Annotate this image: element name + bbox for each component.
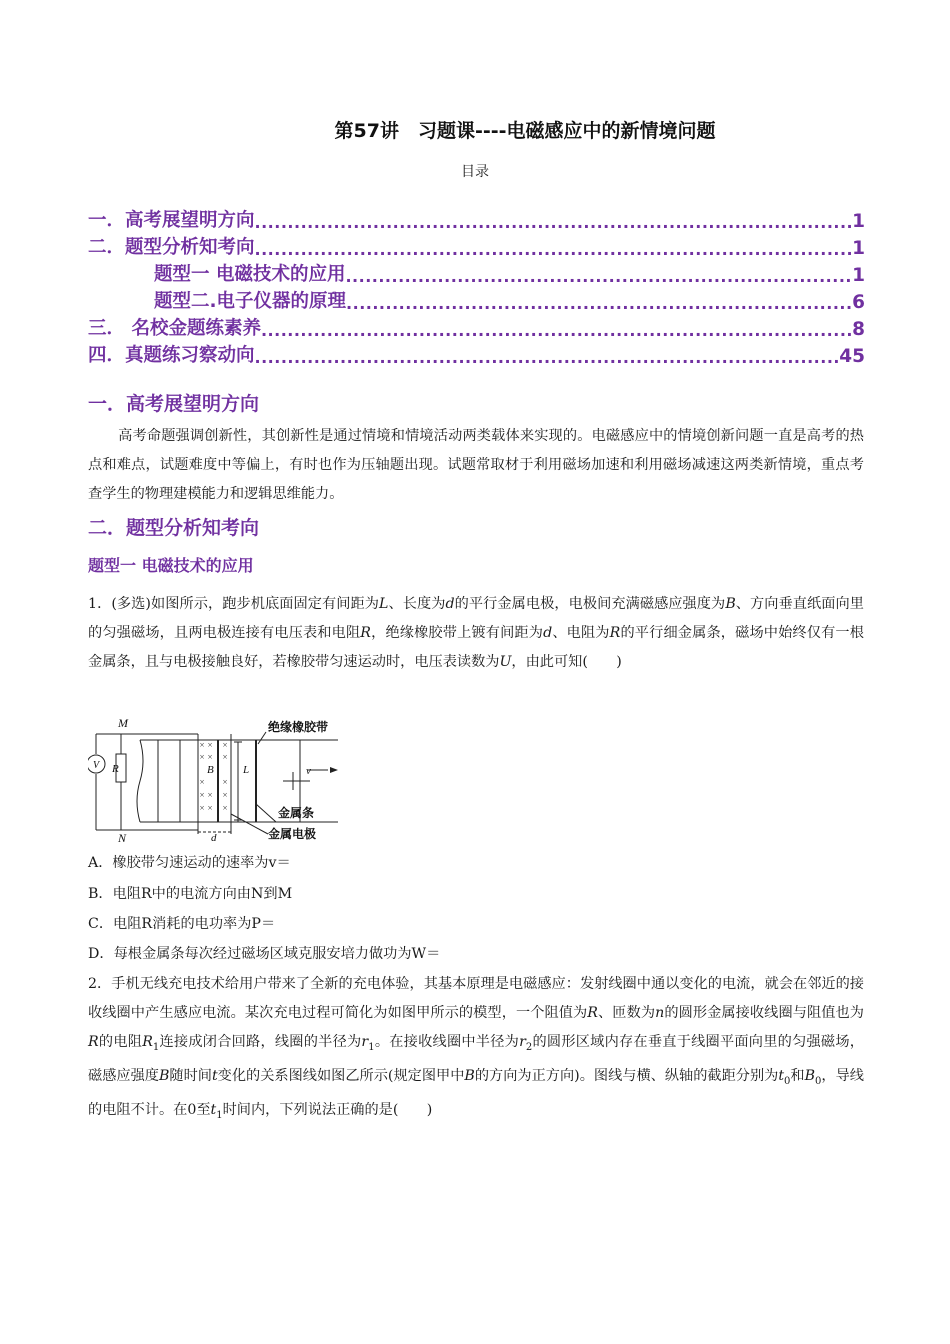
toc-entry-label: 二．题型分析知考向 — [88, 237, 255, 258]
toc-dots — [255, 348, 840, 367]
question-1: 1．(多选)如图所示，跑步机底面固定有间距为L、长度为d的平行金属电极，电极间充满磁感应强度为B、方向垂直纸面向里的匀强磁场，且两电极连接有电压表和电阻R，绝缘橡胶带上镀有间距为d、电阻为R的平行细金属条，磁场中始终仅有一根金属条，且与电极接触良好，若橡胶带匀速运动时，电压表读数为U，由此可知( ) — [88, 596, 864, 670]
option-a: A．橡胶带匀速运动的速率为v＝ — [88, 855, 291, 871]
toc-entry[interactable] — [88, 233, 865, 259]
label-belt: 绝缘橡胶带 — [268, 720, 329, 734]
question-2: 2．手机无线充电技术给用户带来了全新的充电体验，其基本原理是电磁感应：发射线圈中通以变化的电流，就会在邻近的接收线圈中产生感应电流。某次充电过程可简化为如图甲所示的模型，一个阻值为R、匝数为n的圆形金属接收线圈与阻值也为R的电阻$R_1$连接成闭合回路，线圈的半径为$r_1$。在接收线圈中半径为$r_2$的圆形区域内存在垂直于线圈平面向里的匀强磁场，磁感应强度B随时间t变化的关系图线如图乙所示(规定图甲中B的方向为正方向)。图线与横、纵轴的截距分别为$t_0$和$B_0$，导线的电阻不计。在0至$t_1$时间内，下列说法正确的是( ) — [88, 976, 864, 1121]
svg-text:×: × — [199, 740, 205, 750]
svg-text:×: × — [222, 777, 228, 787]
svg-text:×: × — [199, 752, 205, 762]
svg-text:×: × — [222, 740, 228, 750]
voltmeter-icon: V — [93, 760, 100, 771]
toc-dots — [345, 267, 852, 286]
toc-entry-page: 1 — [852, 211, 865, 232]
toc-dots — [346, 294, 852, 313]
svg-text:×: × — [199, 777, 205, 787]
toc-entry[interactable] — [88, 341, 865, 367]
svg-text:×: × — [207, 752, 213, 762]
toc-entry[interactable] — [88, 206, 865, 232]
toc-entry-label: 题型一 电磁技术的应用 — [154, 264, 346, 285]
treadmill-circuit-diagram — [88, 714, 348, 842]
toc-dots — [255, 240, 853, 259]
toc-entry-page: 1 — [852, 238, 865, 259]
label-width: d — [211, 832, 217, 842]
page-title: 第57讲 习题课----电磁感应中的新情境问题 — [334, 120, 716, 142]
section-heading-1: 一．高考展望明方向 — [88, 393, 260, 415]
toc-entry-label: 四．真题练习察动向 — [88, 345, 255, 366]
toc-entry-label: 题型二.电子仪器的原理 — [154, 291, 347, 312]
option-b: B．电阻R中的电流方向由N到M — [88, 886, 293, 902]
toc-entry-page: 6 — [852, 292, 865, 313]
svg-text:×: × — [199, 803, 205, 813]
section-heading-2: 二．题型分析知考向 — [88, 517, 260, 539]
svg-text:×: × — [207, 790, 213, 800]
section-1-body — [88, 422, 864, 509]
label-resistor: R — [112, 763, 119, 775]
toc-dots — [255, 213, 853, 232]
svg-text:×: × — [199, 790, 205, 800]
svg-text:×: × — [207, 803, 213, 813]
toc-entry-page: 8 — [852, 319, 865, 340]
toc-dots — [261, 321, 852, 340]
label-field: B — [207, 764, 214, 776]
toc-label: 目录 — [461, 164, 489, 180]
toc-entry[interactable] — [88, 314, 865, 340]
svg-text:×: × — [207, 740, 213, 750]
label-electrode: 金属电极 — [268, 827, 317, 841]
label-n: N — [118, 831, 127, 842]
svg-text:×: × — [222, 752, 228, 762]
toc-entry-label: 三． 名校金题练素养 — [88, 318, 261, 339]
subsection-heading: 题型一 电磁技术的应用 — [88, 556, 254, 575]
label-strip: 金属条 — [278, 806, 315, 820]
label-velocity: v — [306, 765, 311, 777]
option-c: C．电阻R消耗的电功率为P＝ — [88, 916, 276, 932]
label-m: M — [118, 716, 128, 730]
option-d: D．每根金属条每次经过磁场区域克服安培力做功为W＝ — [88, 946, 441, 962]
toc-entry-page: 45 — [839, 346, 865, 367]
svg-text:×: × — [222, 803, 228, 813]
section-1-text: 高考命题强调创新性，其创新性是通过情境和情境活动两类载体来实现的。电磁感应中的情境创新问题一直是高考的热点和难点，试题难度中等偏上，有时也作为压轴题出现。试题常取材于利用磁场加速和利用磁场减速这两类新情境，重点考查学生的物理建模能力和逻辑思维能力。 — [88, 428, 864, 502]
toc-entry[interactable] — [154, 287, 865, 313]
toc-entry[interactable] — [154, 260, 865, 286]
toc-entry-label: 一．高考展望明方向 — [88, 210, 255, 231]
svg-text:×: × — [222, 790, 228, 800]
toc-entry-page: 1 — [852, 265, 865, 286]
label-length: L — [243, 764, 250, 776]
